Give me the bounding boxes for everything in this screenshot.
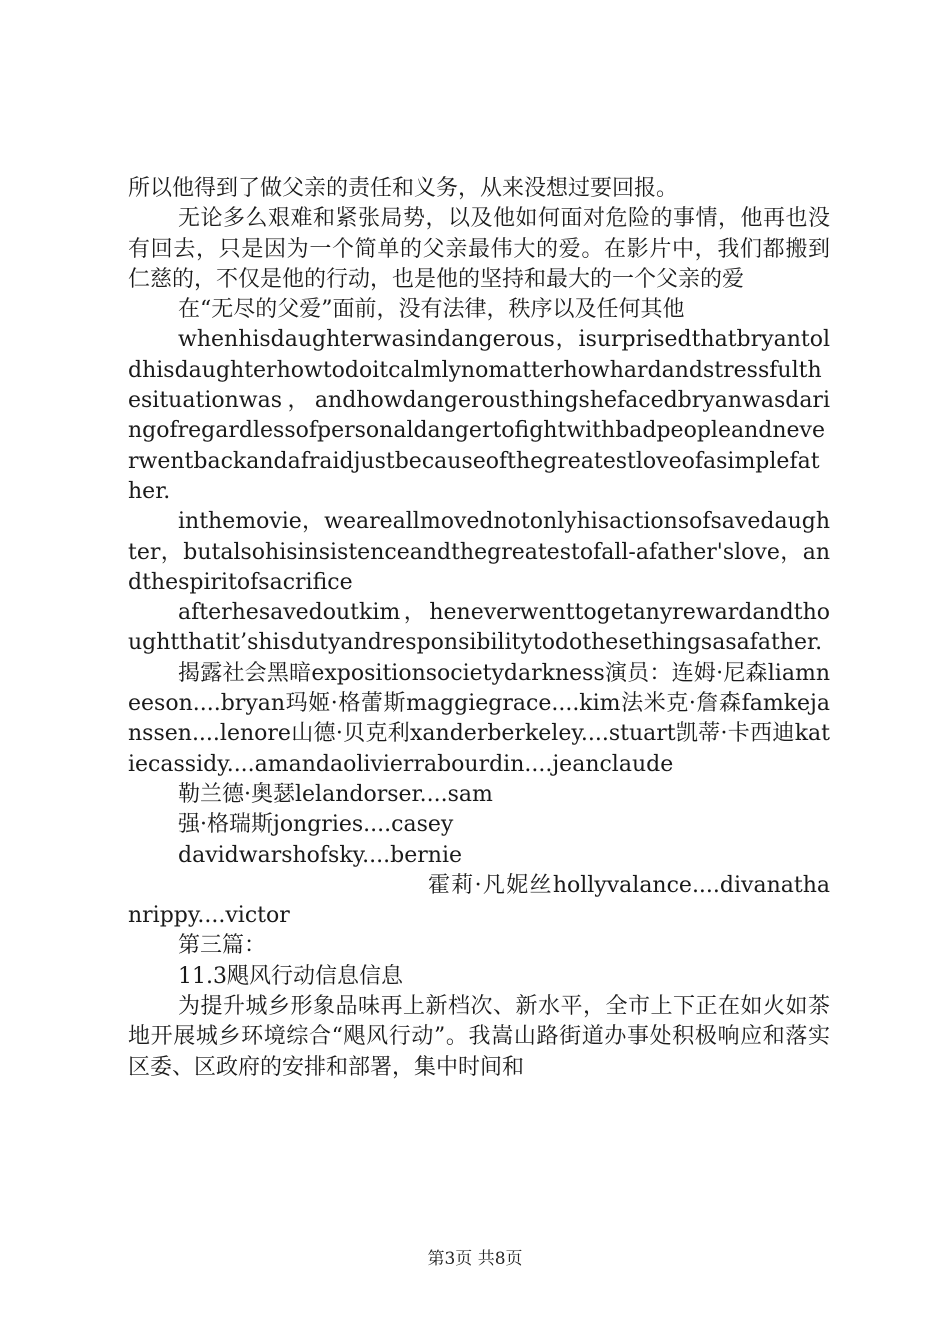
paragraph-2: 无论多么艰难和紧张局势，以及他如何面对危险的事情，他再也没有回去，只是因为一个简单的父亲最伟大的爱。在影片中，我们都搬到仁慈的，不仅是他的行动，也是他的坚持和最大的一个父亲的爱 [128, 206, 830, 292]
section-heading-third: 第三篇： [178, 933, 267, 959]
body-text [128, 174, 830, 1083]
cast-line-hollyvalance [128, 871, 830, 932]
cast-line-jongries: 强·格瑞斯jongries....casey [178, 812, 454, 838]
paragraph-6: afterhesavedoutkim，heneverwenttogetanyrewardandthoughtthatit’shisdutyandresponsibilitytodothesethingsasafather. [128, 600, 830, 656]
cast-list: 揭露社会黑暗expositionsocietydarkness演员：连姆·尼森liamneeson....bryan玛姬·格蕾斯maggiegrace....kim法米克·詹森famkejanssen....lenore山德·贝克利xanderberkeley....stuart凯蒂·卡西迪katiecassidy....amandaolivierrabourdin....jeanclaude [128, 660, 830, 777]
paragraph-1: 所以他得到了做父亲的责任和义务，从来没想过要回报。 [128, 176, 679, 201]
cast-line-davidwarshofsky: davidwarshofsky....bernie [178, 842, 463, 868]
paragraph-3: 在“无尽的父爱”面前，没有法律，秩序以及任何其他 [178, 297, 685, 323]
page-footer: 第3页 共8页 [427, 1249, 523, 1269]
paragraph-4: whenhisdaughterwasindangerous，isurprisedthatbryantoldhisdaughterhowtodoitcalmlynomatterhowhardandstressfulthesituationwas，andhowdangerousthingshefacedbryanwasdaringofregardlessofpersonaldangertofightwithbadpeopleandneverwentbackandafraidjustbecauseofthegreatestloveofasimplefather. [128, 327, 830, 504]
cast-line-hollyvalance-text: 霍莉·凡妮丝hollyvalance....divanathanrippy....victor [128, 872, 830, 929]
paragraph-hurricane-action: 为提升城乡形象品味再上新档次、新水平，全市上下正在如火如茶地开展城乡环境综合“飓风行动”。我嵩山路街道办事处积极响应和落实区委、区政府的安排和部署，集中时间和 [128, 994, 830, 1080]
section-subheading: 11.3飓风行动信息信息 [178, 963, 403, 989]
cast-line-lelandorser: 勒兰德·奥瑟lelandorser....sam [178, 781, 493, 807]
paragraph-5: inthemovie，weareallmovednotonlyhisactionsofsavedaughter，butalsohisinsistenceandthegreatestofall-afather'slove，andthespiritofsacrifice [128, 509, 830, 595]
